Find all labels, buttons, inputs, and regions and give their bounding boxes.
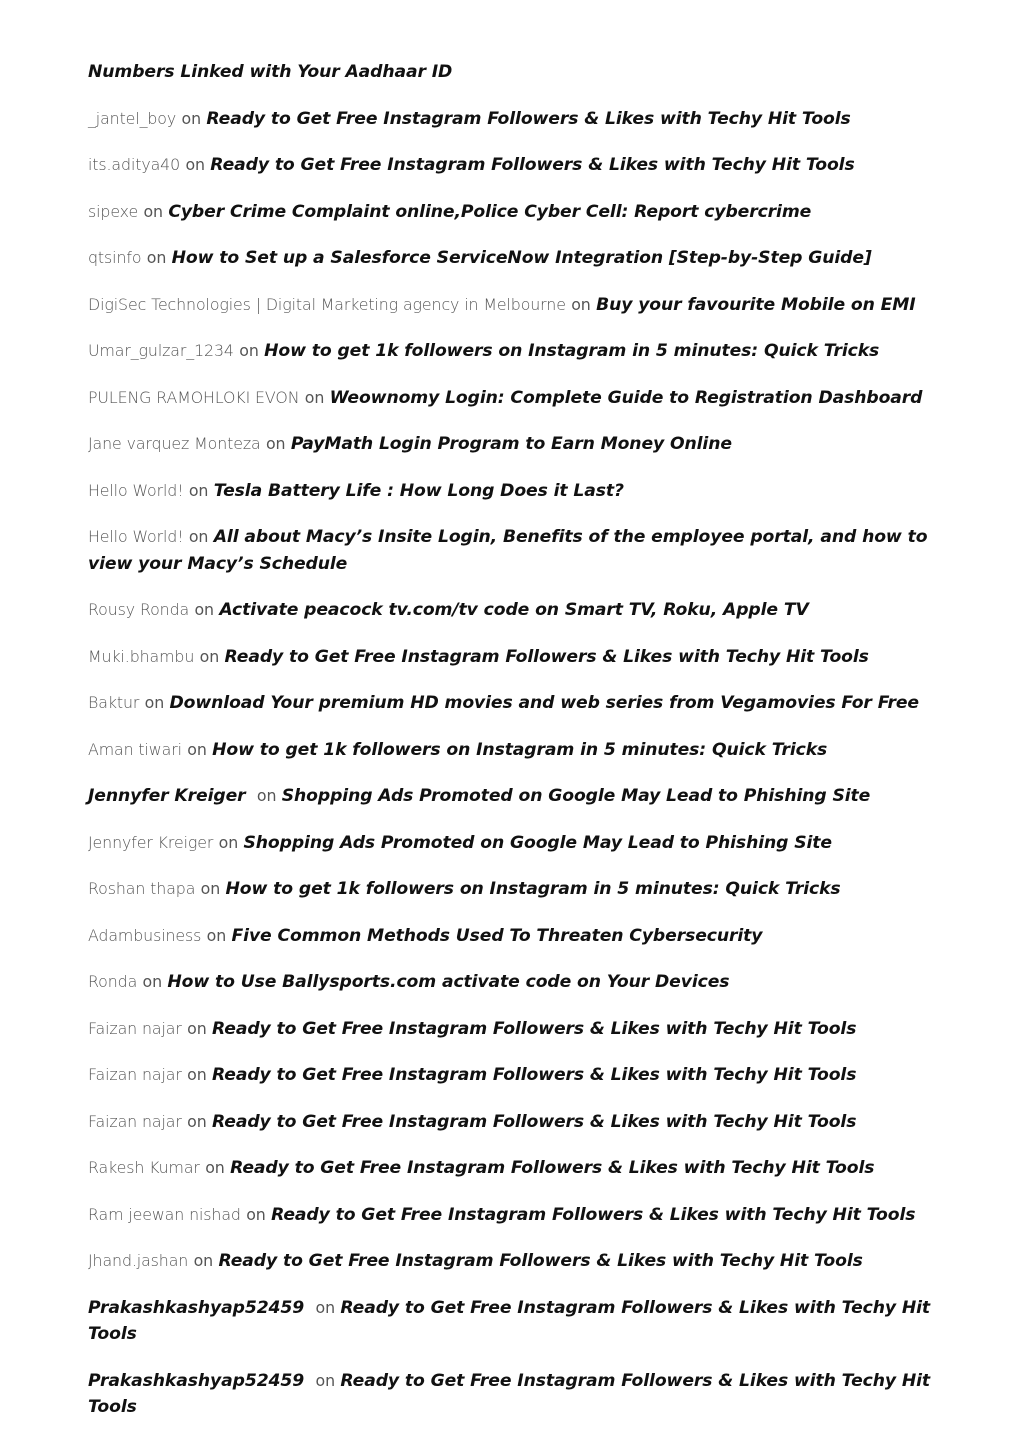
- post-title-link[interactable]: Ready to Get Free Instagram Followers & Likes with Techy Hit Tools: [212, 1065, 857, 1085]
- comment-author-link[interactable]: Prakashkashyap52459: [88, 1297, 305, 1318]
- comment-author: Hello World!: [88, 480, 184, 500]
- comment-item: [88, 478, 948, 505]
- comment-author: PULENG RAMOHLOKI EVON: [88, 387, 300, 407]
- on-label: on: [200, 879, 221, 898]
- post-title-link[interactable]: Ready to Get Free Instagram Followers & Likes with Techy Hit Tools: [271, 1204, 916, 1225]
- comment-author: Muki.bhambu: [88, 646, 195, 666]
- comment-item: [88, 1062, 948, 1089]
- post-title-link[interactable]: Weownomy Login: Complete Guide to Registration Dashboard: [329, 387, 923, 408]
- post-title-link[interactable]: Tesla Battery Life : How Long Does it Last?: [213, 480, 624, 501]
- on-label: on: [188, 480, 209, 500]
- comment-item: [88, 524, 948, 577]
- on-label: on: [187, 1065, 207, 1084]
- comment-author: Jane varquez Monteza: [88, 434, 261, 453]
- post-title-link[interactable]: Shopping Ads Promoted on Google May Lead to Phishing Site: [243, 832, 832, 853]
- on-label: on: [188, 527, 209, 546]
- on-label: on: [206, 925, 227, 945]
- on-label: on: [187, 1111, 207, 1131]
- comment-item: [88, 1016, 948, 1043]
- comment-author: Rousy Ronda: [88, 600, 190, 619]
- on-label: on: [315, 1297, 335, 1317]
- on-label: on: [199, 646, 220, 666]
- comment-author: DigiSec Technologies | Digital Marketing agency in Melbourne: [88, 294, 566, 314]
- comment-item: [88, 292, 948, 319]
- comment-item: [88, 783, 948, 810]
- comment-author: Ronda: [88, 972, 138, 991]
- post-title-link[interactable]: Activate peacock tv.com/tv code on Smart TV, Roku, Apple TV: [219, 600, 809, 620]
- comment-item: [88, 969, 948, 996]
- comment-author: Faizan najar: [88, 1111, 182, 1131]
- comment-author: Umar_gulzar_1234: [88, 341, 234, 360]
- post-title-link[interactable]: How to get 1k followers on Instagram in 5 minutes: Quick Tricks: [225, 879, 841, 899]
- on-label: on: [187, 739, 207, 759]
- post-title-link[interactable]: Five Common Methods Used To Threaten Cybersecurity: [231, 925, 763, 946]
- comment-item: [88, 830, 948, 857]
- comment-author: its.aditya40: [88, 155, 181, 174]
- post-title-link[interactable]: Ready to Get Free Instagram Followers & Likes with Techy Hit Tools: [212, 1111, 857, 1132]
- comment-item: [88, 876, 948, 903]
- post-title-link[interactable]: Ready to Get Free Instagram Followers & Likes with Techy Hit Tools: [212, 1018, 857, 1039]
- comment-item: [88, 385, 948, 412]
- comment-item: [88, 1109, 948, 1136]
- comment-author: sipexe: [88, 201, 139, 221]
- on-label: on: [265, 434, 286, 453]
- post-title-link[interactable]: Buy your favourite Mobile on EMI: [596, 294, 916, 315]
- post-title-link[interactable]: Ready to Get Free Instagram Followers & Likes with Techy Hit Tools: [88, 1370, 931, 1417]
- comment-item: [88, 597, 948, 624]
- comment-item: [88, 199, 948, 226]
- post-title-link[interactable]: Shopping Ads Promoted on Google May Lead to Phishing Site: [281, 786, 871, 806]
- post-title-link[interactable]: How to Set up a Salesforce ServiceNow Integration [Step-by-Step Guide]: [171, 248, 872, 268]
- on-label: on: [146, 248, 167, 267]
- post-title-link[interactable]: Ready to Get Free Instagram Followers & Likes with Techy Hit Tools: [230, 1158, 875, 1178]
- on-label: on: [142, 972, 163, 991]
- comment-item: [88, 152, 948, 179]
- on-label: on: [144, 693, 165, 712]
- comment-author: Rakesh Kumar: [88, 1158, 200, 1177]
- comment-author-link[interactable]: Prakashkashyap52459: [88, 1370, 305, 1391]
- comment-author: Aman tiwari: [88, 739, 182, 759]
- on-label: on: [218, 832, 239, 852]
- post-title-link[interactable]: How to Use Ballysports.com activate code on Your Devices: [167, 972, 730, 992]
- comment-item: [88, 245, 948, 272]
- post-title-link[interactable]: How to get 1k followers on Instagram in 5 minutes: Quick Tricks: [264, 341, 880, 361]
- comment-item: [88, 644, 948, 671]
- comment-item: [88, 1248, 948, 1275]
- comment-item: [88, 690, 948, 717]
- on-label: on: [304, 387, 325, 407]
- comment-author: Faizan najar: [88, 1065, 182, 1084]
- on-label: on: [571, 294, 591, 314]
- on-label: on: [194, 600, 214, 619]
- comment-item: [88, 737, 948, 764]
- comment-item: [88, 923, 948, 950]
- on-label: on: [256, 786, 277, 805]
- comment-item: [88, 431, 948, 458]
- comment-item: [88, 1368, 948, 1421]
- on-label: on: [205, 1158, 225, 1177]
- comment-author: Faizan najar: [88, 1018, 182, 1038]
- comment-item: [88, 106, 948, 133]
- post-title-link[interactable]: Numbers Linked with Your Aadhaar ID: [88, 62, 453, 82]
- post-title-link[interactable]: Ready to Get Free Instagram Followers & Likes with Techy Hit Tools: [224, 646, 869, 667]
- post-title-link[interactable]: Ready to Get Free Instagram Followers & Likes with Techy Hit Tools: [206, 108, 851, 129]
- comment-author: _jantel_boy: [88, 108, 177, 128]
- on-label: on: [143, 201, 163, 221]
- comment-author: Jennyfer Kreiger: [88, 832, 214, 852]
- comment-author: Adambusiness: [88, 925, 202, 945]
- post-title-link[interactable]: How to get 1k followers on Instagram in 5 minutes: Quick Tricks: [212, 739, 828, 760]
- comment-author-link[interactable]: Jennyfer Kreiger: [88, 786, 246, 806]
- comment-author: qtsinfo: [88, 248, 142, 267]
- post-title-link[interactable]: Ready to Get Free Instagram Followers & Likes with Techy Hit Tools: [210, 155, 855, 175]
- on-label: on: [185, 155, 205, 174]
- comment-author: Jhand.jashan: [88, 1251, 189, 1270]
- recent-comments-list: [88, 59, 948, 1441]
- post-title-link[interactable]: Download Your premium HD movies and web series from Vegamovies For Free: [169, 693, 919, 713]
- comment-author: Baktur: [88, 693, 140, 712]
- on-label: on: [187, 1018, 207, 1038]
- comment-author: Ram jeewan nishad: [88, 1204, 241, 1224]
- post-title-link[interactable]: PayMath Login Program to Earn Money Online: [290, 434, 732, 454]
- on-label: on: [315, 1370, 335, 1390]
- comment-item: [88, 1155, 948, 1182]
- comment-author: Hello World!: [88, 527, 184, 546]
- post-title-link[interactable]: All about Macy’s Insite Login, Benefits of the employee portal, and how to view your Macy’s Schedule: [88, 527, 928, 574]
- comment-author: Roshan thapa: [88, 879, 196, 898]
- post-title-link[interactable]: Cyber Crime Complaint online,Police Cyber Cell: Report cybercrime: [168, 201, 812, 222]
- comment-item: [88, 1295, 948, 1348]
- comment-item: [88, 338, 948, 365]
- on-label: on: [239, 341, 259, 360]
- post-title-link[interactable]: Ready to Get Free Instagram Followers & Likes with Techy Hit Tools: [218, 1251, 863, 1271]
- comment-item: [88, 1202, 948, 1229]
- post-title-link[interactable]: Ready to Get Free Instagram Followers & Likes with Techy Hit Tools: [88, 1297, 931, 1344]
- on-label: on: [181, 108, 201, 128]
- comment-item: [88, 59, 948, 86]
- on-label: on: [246, 1204, 266, 1224]
- on-label: on: [193, 1251, 214, 1270]
